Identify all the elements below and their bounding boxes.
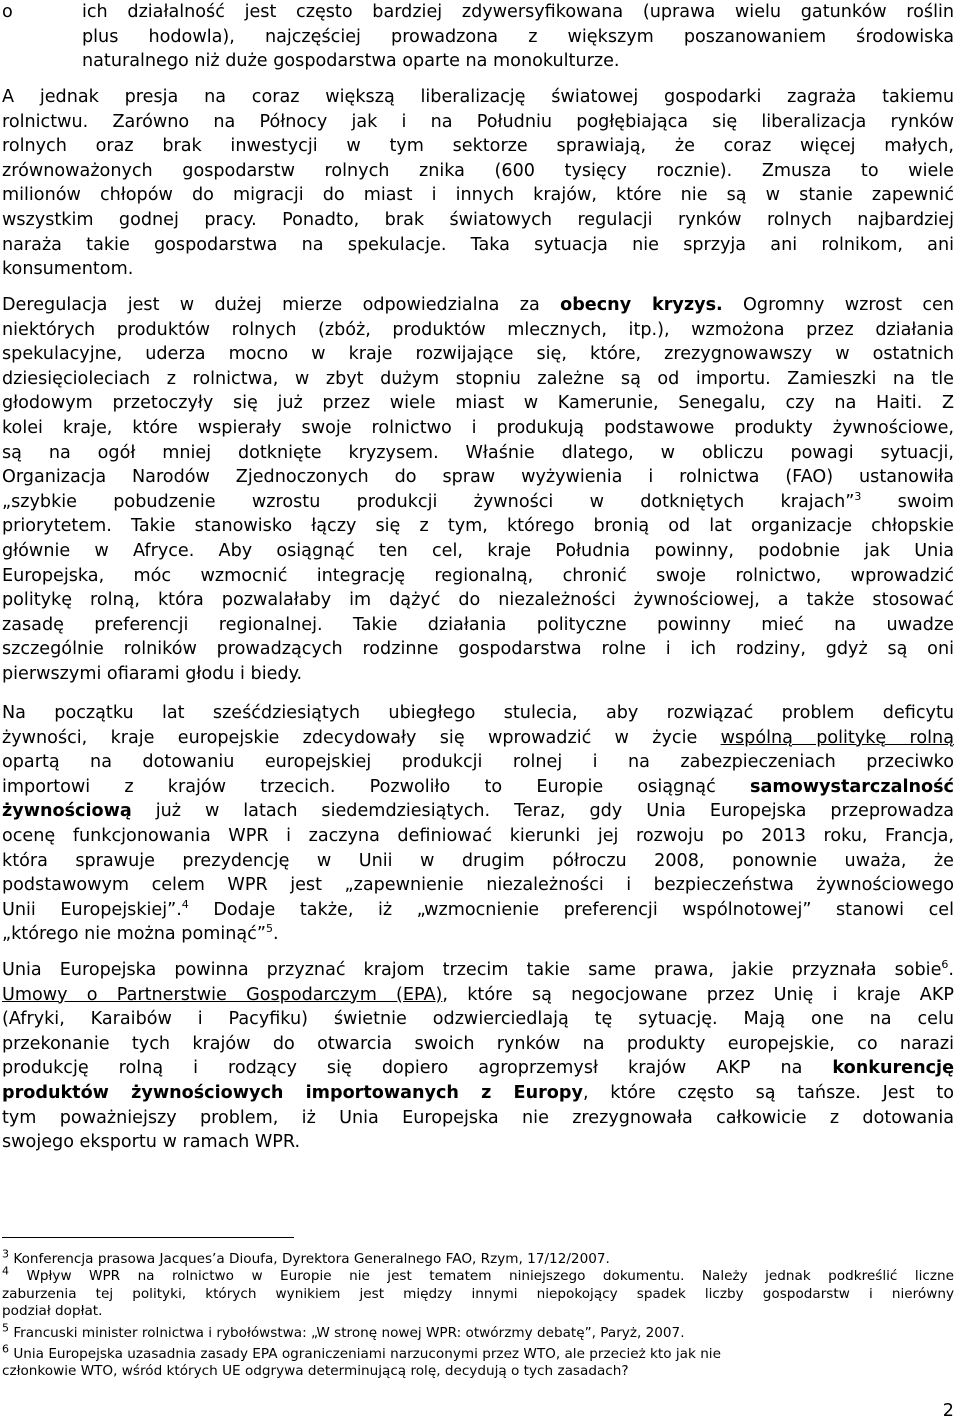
text-line: priorytetem. Takie stanowisko łączy się z tym, którego bronią od lat organizacje chłopskie	[2, 516, 954, 537]
text-line: szczególnie rolników prowadzących rodzinne gospodarstwa rolne i ich rodziny, gdyż są oni	[2, 639, 954, 660]
footnote-5: $^5$ Francuski minister rolnictwa i rybołówstwa: „W stronę nowej WPR: otwórzmy debatę”, Paryż, 2007.	[2, 1321, 685, 1341]
text-line: opartą na dotowaniu europejskiej produkcji rolnej i na zabezpieczeniach przeciwko	[2, 752, 954, 773]
text-line: podstawowym celem WPR jest „zapewnienie niezależności i bezpieczeństwa żywnościowego	[2, 875, 954, 896]
footnote-3: $^3$ Konferencja prasowa Jacques’a Dioufa, Dyrektora Generalnego FAO, Rzym, 17/12/2007.	[2, 1247, 610, 1267]
bullet-line: naturalnego niż duże gospodarstwa oparte na monokulturze.	[82, 51, 620, 72]
text-line: (Afryki, Karaibów i Pacyfiku) świetnie odzwierciedlają tę sytuację. Mają one na celu	[2, 1009, 954, 1030]
text-line: kolei kraje, które wspierały swoje rolnictwo i produkują podstawowe produkty żywnościowe,	[2, 417, 954, 438]
footnote-6: $^6$ Unia Europejska uzasadnia zasady EPA ograniczeniami narzuconymi przez WTO, ale przecież kto jak nie	[2, 1342, 721, 1362]
text-line: swojego eksportu w ramach WPR.	[2, 1132, 301, 1153]
text-line: głównie w Afryce. Aby osiągnąć ten cel, kraje Południa powinny, podobnie jak Unia	[2, 540, 954, 561]
text-line: produkcję rolną i rodzący się dopiero agroprzemysł krajów AKP na konkurencję	[2, 1058, 954, 1079]
paragraph-epa	[2, 958, 954, 1155]
bold-phrase: produktów żywnościowych importowanych z Europy	[2, 1082, 583, 1103]
text-line: Umowy o Partnerstwie Gospodarczym (EPA), które są negocjowane przez Unię i kraje AKP	[2, 984, 954, 1005]
text-line: zrównoważonych gospodarstw rolnych znika (600 tysięcy rocznie). Zmusza to wiele	[2, 160, 954, 181]
text-line: która sprawuje prezydencję w Unii w drugim półroczu 2008, ponownie uważa, że	[2, 850, 954, 871]
paragraph-deregulation	[2, 293, 954, 687]
text-line: pierwszymi ofiarami głodu i biedy.	[2, 663, 303, 684]
text-line: rolnych oraz brak inwestycji w tym sektorze sprawiają, że coraz więcej małych,	[2, 136, 954, 157]
text-line: Na początku lat sześćdziesiątych ubiegłego stulecia, aby rozwiązać problem deficytu	[2, 703, 954, 723]
footnote-line: członkowie WTO, wśród których UE odgrywa determinującą rolę, decydują o tych zasadach?	[2, 1363, 629, 1380]
footnote-ref-4[interactable]: 4	[181, 897, 189, 911]
text-line: naraża takie gospodarstwa na spekulacje. Taka sytuacja nie sprzyja ani rolnikom, ani	[2, 234, 954, 255]
cap-link[interactable]: wspólną politykę rolną	[720, 727, 954, 748]
paragraph-liberalization	[2, 85, 954, 282]
bold-phrase: konkurencję	[832, 1058, 954, 1079]
footnote-line: podział dopłat.	[2, 1303, 103, 1320]
paragraph-cap	[2, 701, 954, 947]
text-line: spekulacyjne, uderza mocno w kraje rozwijające się, które, zrezygnowawszy w ostatnich	[2, 344, 954, 365]
text-line: Organizacja Narodów Zjednoczonych do spraw wyżywienia i rolnictwa (FAO) ustanowiła	[2, 467, 954, 488]
bold-phrase: obecny kryzys.	[560, 295, 723, 315]
text-line: politykę rolną, która pozwalałaby im dążyć do niezależności żywnościowej, a także stosować	[2, 590, 954, 611]
text-line: Europejska, móc wzmocnić integrację regionalną, chronić swoje rolnictwo, wprowadzić	[2, 565, 954, 586]
text-line: niektórych produktów rolnych (zbóż, produktów mlecznych, itp.), wzmożona przez działania	[2, 319, 954, 340]
text-line: zasadę preferencji regionalnej. Takie działania polityczne powinny mieć na uwadze	[2, 614, 954, 635]
footnotes	[2, 1247, 954, 1381]
bullet-line: ich działalność jest często bardziej zdywersyfikowana (uprawa wielu gatunków roślin	[82, 2, 954, 22]
footnote-ref-6[interactable]: 6	[941, 958, 949, 972]
footnote-number: 4	[2, 1264, 9, 1278]
footnote-ref-5[interactable]: 5	[265, 922, 273, 936]
footnote-number: 6	[2, 1342, 9, 1356]
footnote-line: zaburzenia tej polityki, których wynikiem jest między innymi niepokojący spadek liczby gospodarstw i nierówny	[2, 1285, 954, 1302]
page-number: 2	[942, 1401, 954, 1421]
text-line: Unia Europejska powinna przyznać krajom trzecim takie same prawa, jakie przyznała sobie$^6$.	[2, 958, 954, 980]
footnote-number: 3	[2, 1247, 9, 1261]
text-line: dziesięcioleciach z rolnictwa, w zbyt dużym stopniu zależne są od importu. Zamieszki na tle	[2, 368, 954, 389]
text-line: przekonanie tych krajów do otwarcia swoich rynków na produkty europejskie, co narazi	[2, 1033, 954, 1054]
text-line: są na ogół mniej dotknięte kryzysem. Właśnie dlatego, w obliczu powagi sytuacji,	[2, 442, 954, 463]
footnote-ref-3[interactable]: 3	[854, 489, 862, 503]
bullet-item	[2, 0, 954, 74]
text-line: żywnościową już w latach siedemdziesiątych. Teraz, gdy Unia Europejska przeprowadza	[2, 801, 954, 822]
epa-link[interactable]: Umowy o Partnerstwie Gospodarczym (EPA)	[2, 984, 443, 1005]
text-line: A jednak presja na coraz większą liberalizację światowej gospodarki zagraża takiemu	[2, 87, 954, 107]
text-line: rolnictwu. Zarówno na Północy jak i na Południu pogłębiająca się liberalizacja rynków	[2, 111, 954, 132]
text-line: Deregulacja jest w dużej mierze odpowiedzialna za obecny kryzys. Ogromny wzrost cen	[2, 295, 954, 315]
bullet-line: plus hodowla), najczęściej prowadzona z większym poszanowaniem środowiska	[82, 26, 954, 47]
bold-phrase: samowystarczalność	[749, 776, 954, 797]
text-line: ocenę funkcjonowania WPR i zaczyna definiować kierunki jej rozwoju po 2013 roku, Francja,	[2, 825, 954, 846]
text-line: importowi z krajów trzecich. Pozwoliło to Europie osiągnąć samowystarczalność	[2, 776, 954, 797]
footnote-4: $^4$ Wpływ WPR na rolnictwo w Europie nie jest tematem niniejszego dokumentu. Należy jednak podkreślić liczne	[2, 1264, 954, 1285]
bullet-marker: o	[2, 2, 13, 22]
text-line: wszystkim godnej pracy. Ponadto, brak światowych regulacji rynków rolnych najbardziej	[2, 209, 954, 230]
footnote-separator	[2, 1237, 294, 1238]
text-line: tym poważniejszy problem, iż Unia Europejska nie zrezygnowała całkowicie z dotowania	[2, 1107, 954, 1128]
bold-phrase: żywnościową	[2, 801, 132, 822]
text-line: milionów chłopów do migracji do miast i innych krajów, które nie są w stanie zapewnić	[2, 185, 954, 206]
text-line: konsumentom.	[2, 259, 134, 280]
footnote-number: 5	[2, 1321, 9, 1335]
text-line: produktów żywnościowych importowanych z Europy, które często są tańsze. Jest to	[2, 1082, 954, 1103]
text-line: żywności, kraje europejskie zdecydowały się wprowadzić w życie wspólną politykę rolną	[2, 727, 954, 748]
text-line: głodowym przetoczyły się już przez wiele miast w Kamerunie, Senegalu, czy na Haiti. Z	[2, 393, 954, 414]
text-line: Unii Europejskiej”.$^4$ Dodaje także, iż „wzmocnienie preferencji wspólnotowej” stanowi cel	[2, 897, 954, 920]
text-line: „szybkie pobudzenie wzrostu produkcji żywności w dotkniętych krajach”$^3$ swoim	[2, 489, 954, 512]
text-line: „którego nie można pominąć”$^5$.	[2, 922, 279, 945]
